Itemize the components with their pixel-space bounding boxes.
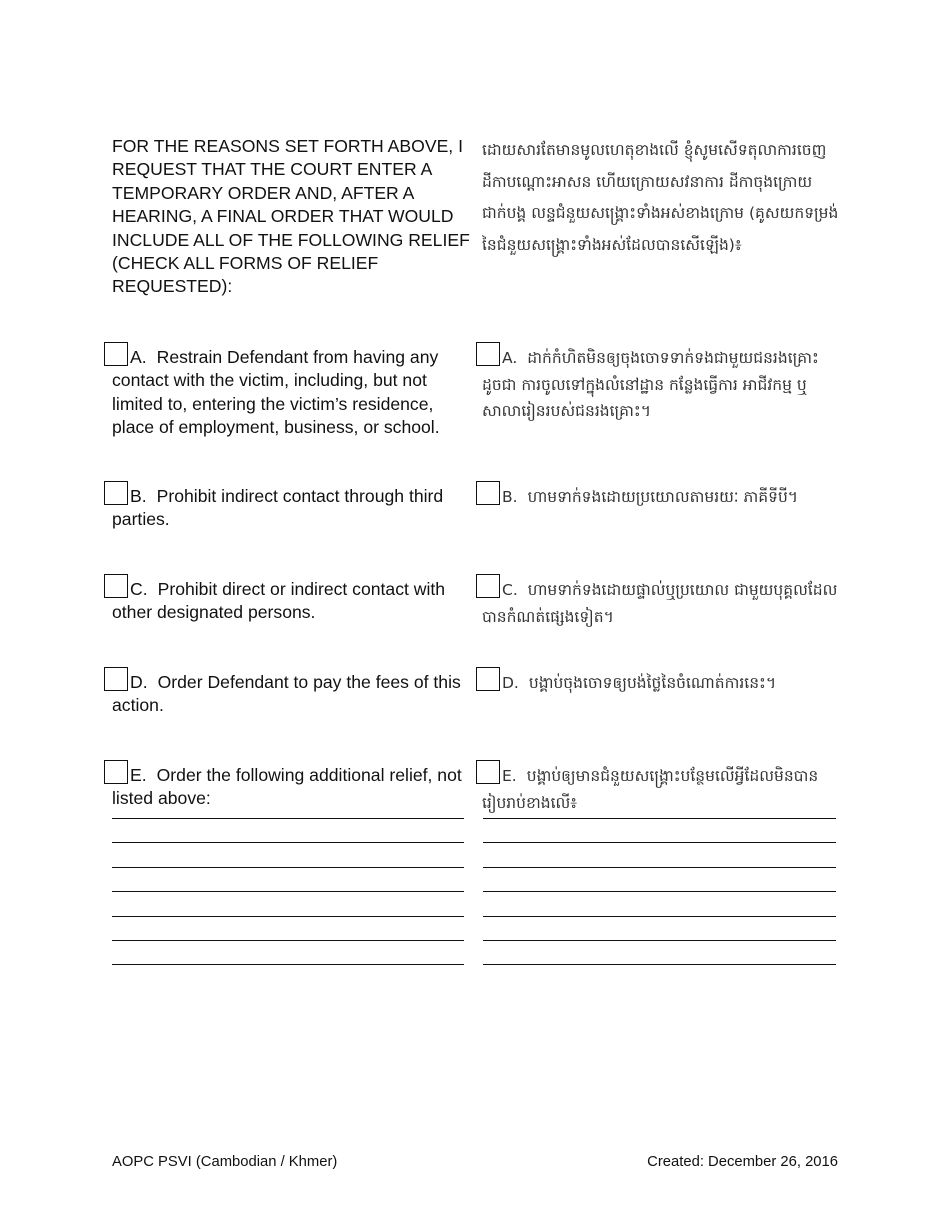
checkbox-d-english[interactable] <box>104 667 128 691</box>
blank-line[interactable] <box>112 916 464 917</box>
checkbox-e-khmer[interactable] <box>476 760 500 784</box>
checkbox-c-english[interactable] <box>104 574 128 598</box>
checkbox-a-khmer[interactable] <box>476 342 500 366</box>
item-text: Restrain Defendant from having any contact with the victim, including, but not limited to, entering the victim’s residence, place of employment, business, or school. <box>112 347 440 438</box>
item-text: Prohibit direct or indirect contact with other designated persons. <box>112 579 446 623</box>
checkbox-c-khmer[interactable] <box>476 574 500 598</box>
blank-line[interactable] <box>112 964 464 965</box>
relief-item-c-english <box>112 574 472 625</box>
item-text: បង្គាប់ចុងចោទឲ្យបង់ថ្លៃនៃចំណោត់ការនេះ។ <box>528 674 777 692</box>
blank-line[interactable] <box>483 964 836 965</box>
item-text: ហាមទាក់ទងដោយផ្ទាល់ឬប្រយោល ជាមួយបុគ្គលដែលបានកំណត់ផ្សេងទៀត។ <box>482 581 838 626</box>
relief-item-d-khmer <box>482 667 842 697</box>
item-letter: C. <box>502 581 518 599</box>
relief-item-d-english <box>112 667 472 718</box>
blank-line[interactable] <box>483 867 836 868</box>
item-letter: E. <box>130 765 147 785</box>
item-letter: D. <box>130 672 148 692</box>
blank-line[interactable] <box>483 891 836 892</box>
item-letter: C. <box>130 579 148 599</box>
blank-line[interactable] <box>483 940 836 941</box>
checkbox-b-english[interactable] <box>104 481 128 505</box>
item-letter: A. <box>502 349 518 367</box>
item-text: Prohibit indirect contact through third parties. <box>112 486 444 530</box>
item-letter: B. <box>502 488 518 506</box>
item-text: បង្គាប់ឲ្យមានជំនួយសង្គ្រោះបន្ថែមលើអ្វីដែលមិនបានរៀបរាប់ខាងលើ៖ <box>482 767 819 812</box>
footer-created-date: Created: December 26, 2016 <box>647 1154 838 1170</box>
relief-item-a-english <box>112 342 472 440</box>
blank-line[interactable] <box>112 867 464 868</box>
blank-line[interactable] <box>483 818 836 819</box>
intro-text-english: FOR THE REASONS SET FORTH ABOVE, I REQUEST THAT THE COURT ENTER A TEMPORARY ORDER AND, AFTER A HEARING, A FINAL ORDER THAT WOULD INCLUDE ALL OF THE FOLLOWING RELIEF (CHECK ALL FORMS OF RELIEF REQUESTED): <box>112 136 470 297</box>
footer-form-id: AOPC PSVI (Cambodian / Khmer) <box>112 1154 338 1170</box>
item-letter: B. <box>130 486 147 506</box>
blank-line[interactable] <box>112 940 464 941</box>
blank-line[interactable] <box>112 842 464 843</box>
relief-item-b-khmer <box>482 481 842 511</box>
item-text: ហាមទាក់ទងដោយប្រយោលតាមរយៈ ភាគីទីបី។ <box>527 488 799 506</box>
relief-item-e-khmer <box>482 760 842 816</box>
intro-text-khmer: ដោយសារតែមានមូលហេតុខាងលើ ខ្ញុំសូមសើទតុលាការចេញដីកាបណ្តោះអាសន ហើយក្រោយសវនាការ ដីកាចុងក្រោយជាក់បង្គ លន្ទជំនួយសង្គ្រោះទាំងអស់ខាងក្រោម (គូសយកទម្រង់នៃជំនួយសង្គ្រោះទាំងអស់ដែលបានសើឡើង)៖ <box>482 141 839 254</box>
checkbox-d-khmer[interactable] <box>476 667 500 691</box>
blank-line[interactable] <box>112 891 464 892</box>
item-letter: E. <box>502 767 517 785</box>
item-text: Order Defendant to pay the fees of this action. <box>112 672 461 716</box>
item-letter: A. <box>130 347 147 367</box>
checkbox-a-english[interactable] <box>104 342 128 366</box>
relief-item-e-english <box>112 760 472 811</box>
relief-item-b-english <box>112 481 472 532</box>
blank-line[interactable] <box>112 818 464 819</box>
blank-line[interactable] <box>483 916 836 917</box>
checkbox-b-khmer[interactable] <box>476 481 500 505</box>
item-letter: D. <box>502 674 519 692</box>
item-text: ដាក់កំហិតមិនឲ្យចុងចោទទាក់ទងជាមួយជនរងគ្រោះ ដូចជា ការចូលទៅក្នុងលំនៅដ្ឋាន កន្លែងធ្វើការ អាជីវកម្ម ឬសាលារៀនរបស់ជនរងគ្រោះ។ <box>482 349 819 420</box>
checkbox-e-english[interactable] <box>104 760 128 784</box>
additional-relief-lines-english[interactable] <box>112 818 464 989</box>
additional-relief-lines-khmer[interactable] <box>483 818 836 989</box>
relief-item-a-khmer <box>482 342 842 425</box>
item-text: Order the following additional relief, not listed above: <box>112 765 462 809</box>
relief-item-c-khmer <box>482 574 842 630</box>
blank-line[interactable] <box>483 842 836 843</box>
